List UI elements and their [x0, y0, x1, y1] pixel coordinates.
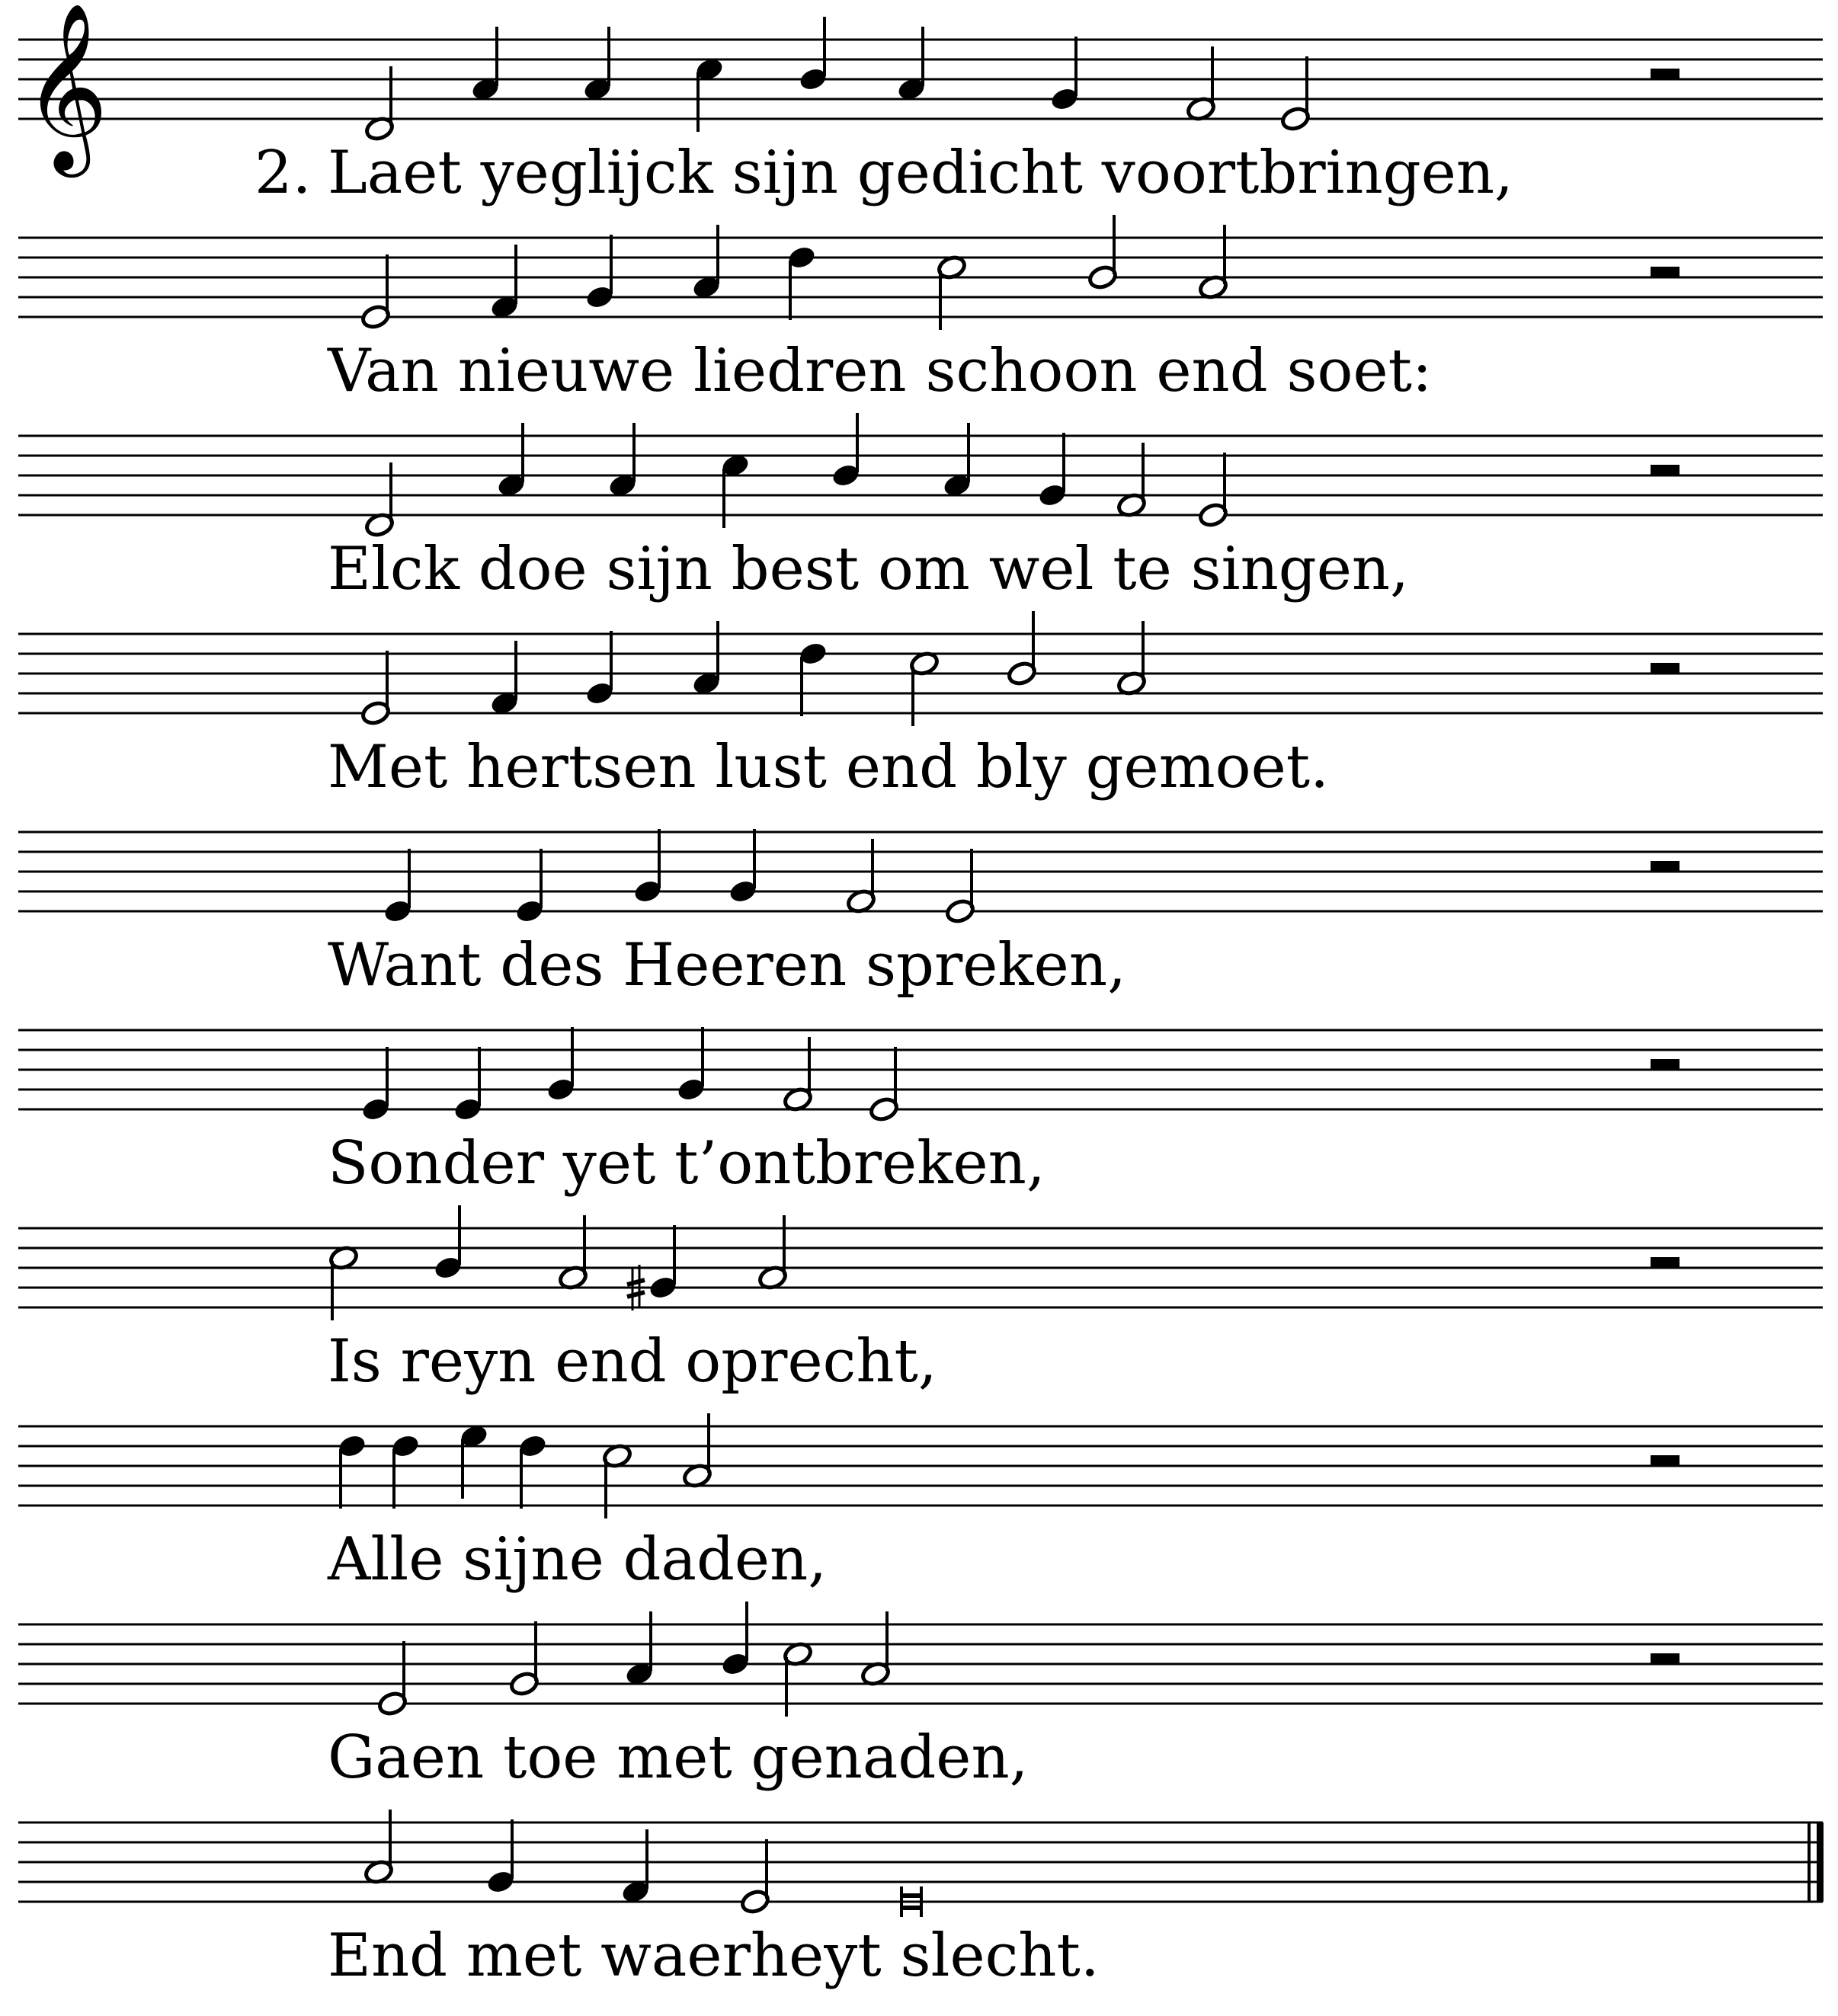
half-rest-icon: [1651, 663, 1679, 674]
lyric-line: Laet yeglijck sijn gedicht voortbringen,: [328, 139, 1513, 207]
half-rest-icon: [1651, 1257, 1679, 1268]
lyric-line: Met hertsen lust end bly gemoet.: [328, 733, 1329, 802]
half-rest-icon: [1651, 69, 1679, 79]
lyric-line: End met waerheyt slecht.: [328, 1922, 1100, 1990]
lyric-line: Alle sijne daden,: [328, 1525, 828, 1594]
half-rest-icon: [1651, 1653, 1679, 1664]
breve-bar: [901, 1893, 921, 1898]
lyric-line: Is reyn end oprecht,: [328, 1327, 937, 1396]
lyric-line: Elck doe sijn best om wel te singen,: [328, 535, 1409, 603]
breve-bar: [901, 1906, 921, 1910]
half-rest-icon: [1651, 1455, 1679, 1466]
lyric-line: Van nieuwe liedren schoon end soet:: [328, 337, 1433, 405]
half-rest-icon: [1651, 465, 1679, 475]
lyric-line: Gaen toe met genaden,: [328, 1723, 1029, 1792]
final-barline-thick: [1817, 1822, 1824, 1902]
half-rest-icon: [1651, 267, 1679, 277]
half-rest-icon: [1651, 1059, 1679, 1070]
verse-number: 2.: [255, 139, 312, 207]
half-rest-icon: [1651, 861, 1679, 872]
treble-clef-icon: 𝄞: [23, 2, 109, 170]
lyric-line: Sonder yet t’ontbreken,: [328, 1129, 1045, 1198]
lyric-line: Want des Heeren spreken,: [328, 931, 1126, 1000]
